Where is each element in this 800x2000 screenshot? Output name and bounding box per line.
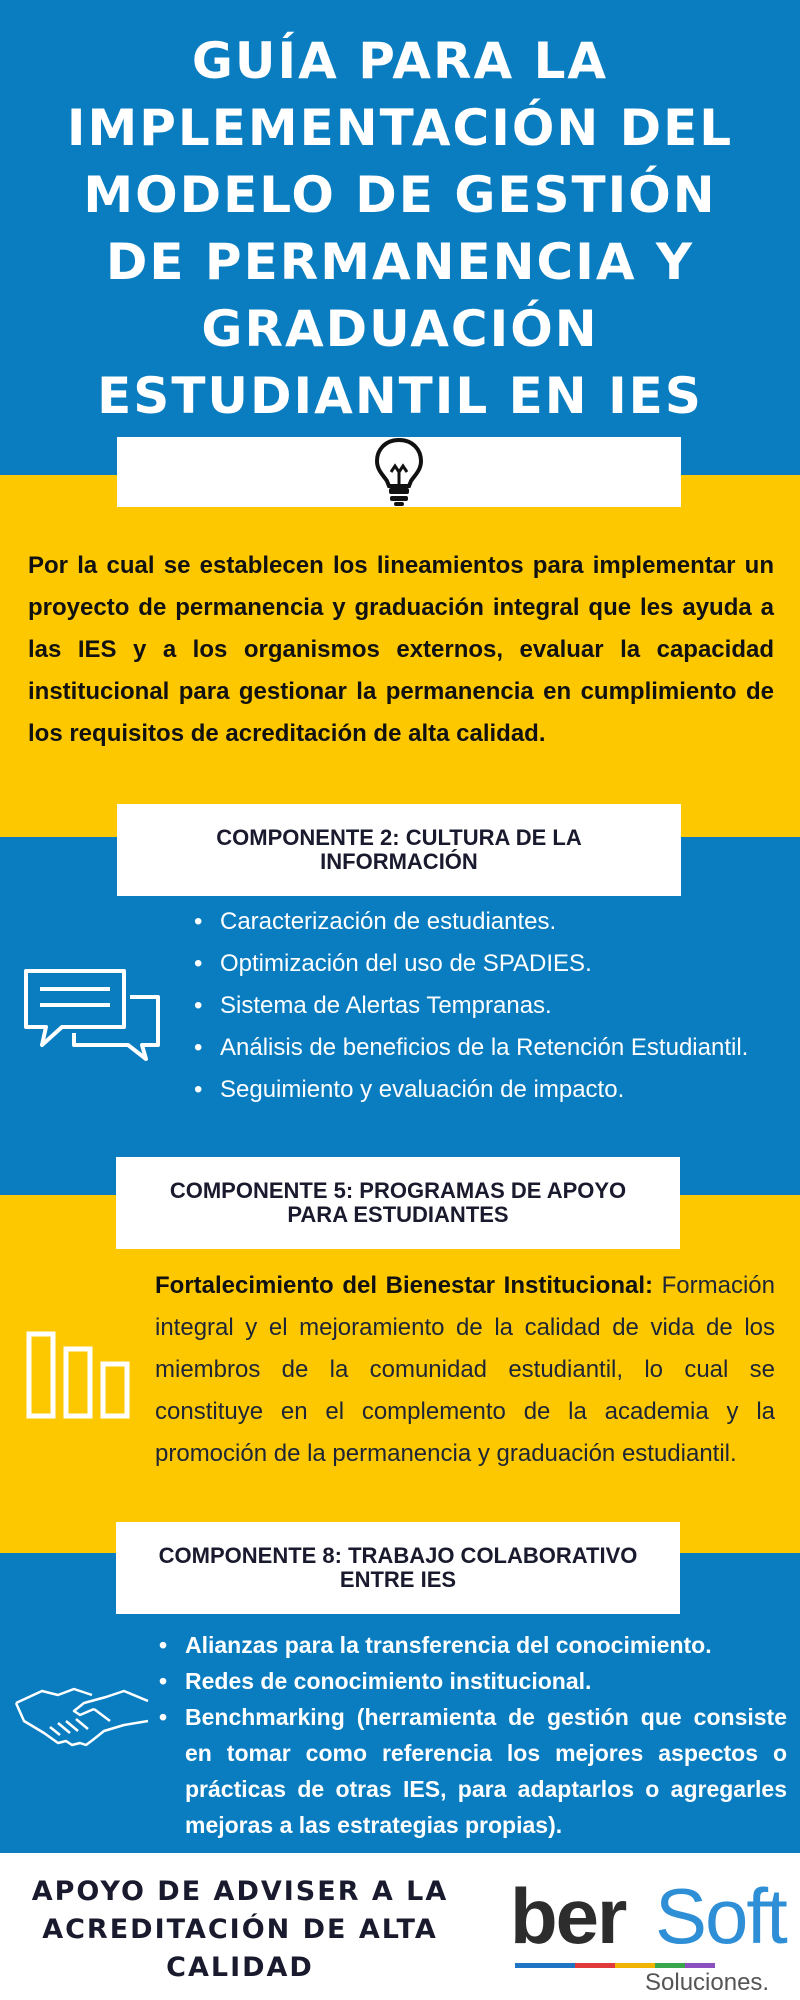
- component5-body: Formación integral y el mejoramiento de la calidad de vida de los miembros de la comunidad estudiantil, lo cual se constituye en el complemento de la academia y la promoción de la permanencia y graduación estudiantil.: [155, 1272, 775, 1467]
- title-line: INFORMACIÓN: [320, 849, 478, 874]
- list-item: • Optimización del uso de SPADIES.: [190, 943, 776, 985]
- title-line: DE PERMANENCIA Y: [105, 233, 695, 291]
- lightbulb-icon: [371, 436, 427, 508]
- footer-section: [0, 1853, 800, 2000]
- footer-line: APOYO DE ADVISER A LA: [31, 1876, 449, 1907]
- list-item: • Benchmarking (herramienta de gestión que consiste en tomar como referencia los mejores aspectos o prácticas de otras IES, para adaptarlos o agregarles mejoras a las estrategias propias).: [155, 1699, 787, 1843]
- logo-color-bar: [515, 1963, 715, 1968]
- handshake-icon: [14, 1681, 150, 1751]
- header-section: [0, 0, 800, 475]
- title-line: PARA ESTUDIANTES: [287, 1202, 509, 1227]
- list-item: • Análisis de beneficios de la Retención Estudiantil.: [190, 1027, 776, 1069]
- logo-subtitle: Soluciones.: [645, 1969, 770, 1996]
- intro-section: [0, 475, 800, 837]
- component5-title-box: [116, 1157, 680, 1249]
- bar-chart-icon: [26, 1331, 136, 1421]
- title-line: ESTUDIANTIL EN IES: [97, 367, 703, 425]
- footer-line: ACREDITACIÓN DE ALTA: [42, 1914, 438, 1945]
- component8-list: [155, 1627, 787, 1843]
- component5-lead: Fortalecimiento del Bienestar Institucional:: [155, 1272, 653, 1299]
- component5-text: [155, 1265, 775, 1475]
- footer-text: [20, 1873, 460, 1987]
- intro-text: Por la cual se establecen los lineamientos para implementar un proyecto de permanencia y graduación integral que les ayuda a las IES y a los organismos externos, evaluar la capacidad institucional para gestionar la permanencia en cumplimiento de los requisitos de acreditación de alta calidad.: [28, 552, 774, 747]
- list-item: • Seguimiento y evaluación de impacto.: [190, 1069, 776, 1111]
- lightbulb-box: [117, 437, 681, 507]
- bersoft-logo: [505, 1863, 795, 1996]
- title-line: GRADUACIÓN: [201, 300, 599, 358]
- page-title: [30, 28, 770, 430]
- component8-title: [119, 1544, 678, 1592]
- component2-title-box: [117, 804, 681, 896]
- title-line: IMPLEMENTACIÓN DEL: [66, 99, 734, 157]
- title-line: GUÍA PARA LA: [191, 32, 609, 90]
- title-line: COMPONENTE 8: TRABAJO COLABORATIVO: [158, 1543, 638, 1568]
- list-item: • Caracterización de estudiantes.: [190, 901, 776, 943]
- list-item: • Sistema de Alertas Tempranas.: [190, 985, 776, 1027]
- title-line: MODELO DE GESTIÓN: [83, 166, 717, 224]
- component2-list: [190, 901, 776, 1111]
- title-line: COMPONENTE 5: PROGRAMAS DE APOYO: [169, 1178, 627, 1203]
- chat-bubbles-icon: [22, 967, 162, 1062]
- list-item: • Redes de conocimiento institucional.: [155, 1663, 787, 1699]
- footer-line: CALIDAD: [166, 1952, 314, 1983]
- component8-title-box: [116, 1522, 680, 1614]
- list-item: • Alianzas para la transferencia del conocimiento.: [155, 1627, 787, 1663]
- logo-part-ber: ber: [510, 1872, 626, 1960]
- title-line: ENTRE IES: [339, 1567, 457, 1592]
- component2-title: [176, 826, 621, 874]
- title-line: COMPONENTE 2: CULTURA DE LA: [216, 825, 582, 850]
- component5-title: [130, 1179, 666, 1227]
- logo-part-soft: Soft: [655, 1872, 786, 1960]
